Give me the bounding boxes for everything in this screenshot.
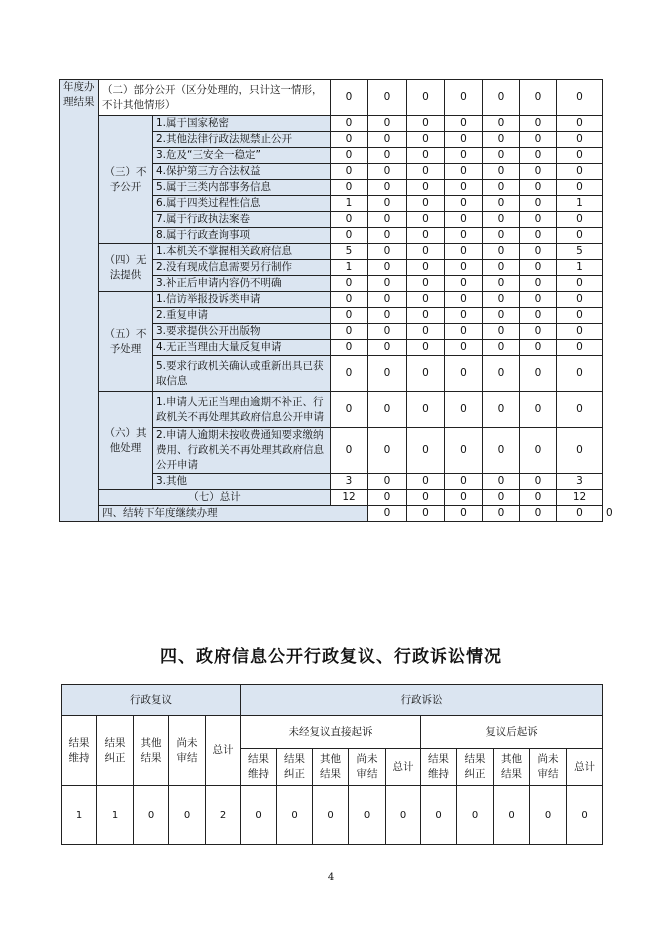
- value-cell: 0: [483, 180, 520, 196]
- review-col-header: 其他结果: [134, 716, 169, 786]
- value-cell: 0: [557, 212, 603, 228]
- value-cell: 0: [331, 228, 368, 244]
- row-label: 3.危及“三安全一稳定”: [153, 148, 331, 164]
- value-cell: 0: [520, 196, 557, 212]
- value-cell: 0: [407, 148, 445, 164]
- value-cell: 0: [368, 148, 407, 164]
- value-cell: 0: [520, 292, 557, 308]
- value-cell: 0: [520, 132, 557, 148]
- value-cell: 0: [483, 292, 520, 308]
- value-cell: 0: [520, 228, 557, 244]
- value-cell: 0: [368, 292, 407, 308]
- value-cell: 0: [520, 506, 557, 522]
- value-cell: 0: [483, 392, 520, 428]
- lit-col-header: 结果纠正: [457, 749, 494, 786]
- value-cell: 0: [407, 276, 445, 292]
- header-administrative-litigation: 行政诉讼: [241, 685, 603, 716]
- row-label: 1.本机关不掌握相关政府信息: [153, 244, 331, 260]
- group-not-disclosed-label: （三）不予公开: [99, 116, 153, 244]
- value-cell: 0: [445, 490, 483, 506]
- value-cell: 0: [277, 786, 313, 845]
- lit-col-header: 总计: [567, 749, 603, 786]
- value-cell: 0: [520, 164, 557, 180]
- review-col-header: 结果维持: [62, 716, 97, 786]
- value-cell: 0: [407, 132, 445, 148]
- value-cell: 0: [445, 244, 483, 260]
- value-cell: 0: [483, 428, 520, 474]
- value-cell: 0: [368, 180, 407, 196]
- value-cell: 0: [407, 506, 445, 522]
- value-cell: 1: [62, 786, 97, 845]
- header-after-review-litigation: 复议后起诉: [421, 716, 603, 749]
- value-cell: 0: [407, 80, 445, 116]
- row-label: 1.信访举报投诉类申请: [153, 292, 331, 308]
- value-cell: 0: [483, 340, 520, 356]
- value-cell: 0: [520, 180, 557, 196]
- value-cell: 0: [520, 276, 557, 292]
- value-cell: 0: [557, 116, 603, 132]
- row-label-carry-over: 四、结转下年度继续办理: [99, 506, 368, 522]
- value-cell: 0: [368, 428, 407, 474]
- value-cell: 0: [407, 260, 445, 276]
- value-cell: 0: [483, 212, 520, 228]
- value-cell: 0: [557, 164, 603, 180]
- value-cell: 0: [483, 490, 520, 506]
- value-cell: 0: [331, 180, 368, 196]
- value-cell: 0: [331, 212, 368, 228]
- row-label: 4.无正当理由大量反复申请: [153, 340, 331, 356]
- value-cell: 3: [331, 474, 368, 490]
- row-label-total: （七）总计: [99, 490, 331, 506]
- value-cell: 1: [557, 196, 603, 212]
- review-col-header: 总计: [206, 716, 241, 786]
- value-cell: 0: [407, 212, 445, 228]
- value-cell: 0: [445, 212, 483, 228]
- value-cell: 0: [557, 228, 603, 244]
- value-cell: 0: [331, 80, 368, 116]
- value-cell: 0: [557, 324, 603, 340]
- row-label-partial-disclosure: （二）部分公开（区分处理的，只计这一情形，不计其他情形）: [99, 80, 331, 116]
- value-cell: 0: [331, 392, 368, 428]
- row-label: 3.要求提供公开出版物: [153, 324, 331, 340]
- row-label: 6.属于四类过程性信息: [153, 196, 331, 212]
- value-cell: 0: [368, 276, 407, 292]
- review-col-header: 结果纠正: [97, 716, 134, 786]
- lit-col-header: 结果维持: [241, 749, 277, 786]
- value-cell: 0: [407, 428, 445, 474]
- row-label: 3.补正后申请内容仍不明确: [153, 276, 331, 292]
- value-cell: 0: [483, 308, 520, 324]
- value-cell: 0: [520, 260, 557, 276]
- value-cell: 0: [483, 324, 520, 340]
- value-cell: 0: [483, 228, 520, 244]
- value-cell: 0: [445, 180, 483, 196]
- value-cell: 0: [445, 506, 483, 522]
- value-cell: 0: [331, 324, 368, 340]
- lit-col-header: 其他结果: [494, 749, 530, 786]
- value-cell: 0: [530, 786, 567, 845]
- value-cell: 0: [368, 116, 407, 132]
- value-cell: 0: [445, 474, 483, 490]
- value-cell: 0: [407, 474, 445, 490]
- value-cell: 0: [520, 356, 557, 392]
- value-cell: 0: [407, 164, 445, 180]
- value-cell: 0: [557, 356, 603, 392]
- value-cell: 0: [557, 340, 603, 356]
- application-results-table: 年度办理结果 （二）部分公开（区分处理的，只计这一情形，不计其他情形） 0 0 0 0 0 0 0 （三）不予公开 1.属于国家秘密 0 0 0 0 0 0 0 2.其他法律行政法规禁止公开 0 0 0 0 0 0 0 3.危及“三安全一稳定” 0 0 0 0 0 0 0 4.保护第三方合法权益 0 0 0 0 0 0 0 5.属于三类内部事务信息 0 0 0 0 0 0 0 6.属于四类过程性信息 1 0 0 0 0 0 1 7.属于行政执法案卷 0 0 0 0 0 0 0 8.属于行政查询事项 0 0 0 0 0 0 0 （四）无法提供 1.本机关不掌握相关政府信息 5 0 0 0 0 0 5 2.没有现成信息需要另行制作 1 0 0 0 0 0 1 3.补正后申请内容仍不明确 0 0 0 0 0 0 0 （五）不予处理 1.信访举报投诉类申请 0 0 0 0 0 0 0 2.重复申请 0 0 0 0 0 0 0 3.要求提供公开出版物 0 0 0 0 0 0 0 4.无正当理由大量反复申请 0 0 0 0 0 0 0 5.要求行政机关确认或重新出具已获取信息 0 0 0 0 0 0 0 （六）其他处理 1.申请人无正当理由逾期不补正、行政机关不再处理其政府信息公开申请 0 0 0 0 0 0 0 2.申请人逾期未按收费通知要求缴纳费用、行政机关不再处理其政府信息公开申请 0 0 0 0 0 0 0 3.其他 3 0 0 0 0 0 3 （七）总计 12 0 0 0 0 0 12 四、结转下年度继续办理 0 0 0 0 0 0 0: [59, 79, 603, 522]
- section-title: 四、政府信息公开行政复议、行政诉讼情况: [160, 647, 502, 667]
- value-cell: 2: [206, 786, 241, 845]
- value-cell: 0: [557, 132, 603, 148]
- lit-col-header: 尚未审结: [349, 749, 386, 786]
- value-cell: 0: [445, 228, 483, 244]
- value-cell: 0: [331, 340, 368, 356]
- value-cell: 0: [483, 260, 520, 276]
- value-cell: 0: [557, 80, 603, 116]
- value-cell: 0: [368, 474, 407, 490]
- value-cell: 0: [520, 212, 557, 228]
- value-cell: 0: [407, 244, 445, 260]
- value-cell: 0: [445, 196, 483, 212]
- value-cell: 0: [557, 392, 603, 428]
- value-cell: 0: [331, 148, 368, 164]
- value-cell: 0: [331, 132, 368, 148]
- value-cell: 0: [445, 116, 483, 132]
- value-cell: 0: [407, 340, 445, 356]
- row-label: 5.要求行政机关确认或重新出具已获取信息: [153, 356, 331, 392]
- value-cell: 0: [407, 308, 445, 324]
- value-cell: 0: [407, 392, 445, 428]
- value-cell: 0: [567, 786, 603, 845]
- value-cell: 0: [483, 164, 520, 180]
- value-cell: 0: [407, 292, 445, 308]
- value-cell: 0: [331, 164, 368, 180]
- value-cell: 0: [368, 228, 407, 244]
- lit-col-header: 其他结果: [313, 749, 349, 786]
- value-cell: 0: [557, 180, 603, 196]
- lit-col-header: 结果纠正: [277, 749, 313, 786]
- value-cell: 0: [407, 356, 445, 392]
- value-cell: 0: [445, 260, 483, 276]
- value-cell: 12: [557, 490, 603, 506]
- value-cell: 0: [407, 180, 445, 196]
- value-cell: 0: [483, 148, 520, 164]
- value-cell: 0: [445, 292, 483, 308]
- row-label: 2.重复申请: [153, 308, 331, 324]
- value-cell: 0: [445, 148, 483, 164]
- row-label: 2.其他法律行政法规禁止公开: [153, 132, 331, 148]
- value-cell: 0: [368, 308, 407, 324]
- value-cell: 0: [557, 428, 603, 474]
- value-cell: 0: [349, 786, 386, 845]
- value-cell: 0: [457, 786, 494, 845]
- page-number: 4: [327, 872, 335, 883]
- value-cell: 0: [445, 80, 483, 116]
- value-cell: 0: [520, 340, 557, 356]
- value-cell: 0: [134, 786, 169, 845]
- value-cell: 0: [368, 132, 407, 148]
- value-cell: 0: [520, 392, 557, 428]
- value-cell: 0: [368, 260, 407, 276]
- value-cell: 0: [407, 490, 445, 506]
- value-cell: 0: [445, 428, 483, 474]
- group-other-handling-label: （六）其他处理: [99, 392, 153, 490]
- value-cell: 0: [368, 212, 407, 228]
- value-cell: 3: [557, 474, 603, 490]
- value-cell: 0: [331, 276, 368, 292]
- value-cell: 0: [520, 308, 557, 324]
- value-cell: 5: [331, 244, 368, 260]
- value-cell: 0: [557, 308, 603, 324]
- row-label: 4.保护第三方合法权益: [153, 164, 331, 180]
- value-cell: 0: [368, 340, 407, 356]
- value-cell: 0: [520, 244, 557, 260]
- value-cell: 0: [483, 132, 520, 148]
- value-cell: 0: [368, 506, 407, 522]
- value-cell: 0: [520, 428, 557, 474]
- value-cell: 0: [483, 474, 520, 490]
- lit-col-header: 总计: [386, 749, 421, 786]
- value-cell: 5: [557, 244, 603, 260]
- group-cannot-provide-label: （四）无法提供: [99, 244, 153, 292]
- row-label: 5.属于三类内部事务信息: [153, 180, 331, 196]
- value-cell: 1: [97, 786, 134, 845]
- row-label: 2.没有现成信息需要另行制作: [153, 260, 331, 276]
- value-cell: 0: [445, 308, 483, 324]
- value-cell: 0: [331, 428, 368, 474]
- group-not-processed-label: （五）不予处理: [99, 292, 153, 392]
- value-cell: 0: [483, 244, 520, 260]
- value-cell: 1: [331, 196, 368, 212]
- value-cell: 0: [368, 324, 407, 340]
- value-cell: 0: [368, 392, 407, 428]
- value-cell: 0: [557, 276, 603, 292]
- value-cell: 0: [313, 786, 349, 845]
- value-cell: 0: [445, 164, 483, 180]
- value-cell: 0: [520, 474, 557, 490]
- value-cell: 0: [421, 786, 457, 845]
- value-cell: 1: [331, 260, 368, 276]
- value-cell: 0: [407, 324, 445, 340]
- lit-col-header: 尚未审结: [530, 749, 567, 786]
- value-cell: 0: [331, 308, 368, 324]
- value-cell: 0: [520, 80, 557, 116]
- value-cell: 0: [368, 80, 407, 116]
- value-cell: 0: [494, 786, 530, 845]
- value-cell: 0: [368, 164, 407, 180]
- value-cell: 0: [445, 392, 483, 428]
- value-cell: 0: [483, 506, 520, 522]
- value-cell: 0: [368, 490, 407, 506]
- row-label: 7.属于行政执法案卷: [153, 212, 331, 228]
- value-cell: 0: [557, 506, 603, 522]
- row-label: 1.属于国家秘密: [153, 116, 331, 132]
- lit-col-header: 结果维持: [421, 749, 457, 786]
- value-cell: 0: [483, 356, 520, 392]
- value-cell: 0: [483, 80, 520, 116]
- review-litigation-table: [61, 684, 603, 845]
- value-cell: 0: [520, 490, 557, 506]
- value-cell: 0: [520, 324, 557, 340]
- value-cell: 0: [445, 356, 483, 392]
- value-cell: 0: [520, 148, 557, 164]
- value-cell: 0: [368, 196, 407, 212]
- header-direct-litigation: 未经复议直接起诉: [241, 716, 421, 749]
- value-cell: 0: [557, 292, 603, 308]
- value-cell: 0: [241, 786, 277, 845]
- value-cell: 0: [368, 244, 407, 260]
- value-cell: 1: [557, 260, 603, 276]
- row-label: 1.申请人无正当理由逾期不补正、行政机关不再处理其政府信息公开申请: [153, 392, 331, 428]
- value-cell: 0: [483, 196, 520, 212]
- value-cell: 0: [445, 324, 483, 340]
- value-cell: 0: [445, 132, 483, 148]
- value-cell: 0: [407, 196, 445, 212]
- review-col-header: 尚未审结: [169, 716, 206, 786]
- value-cell: 0: [520, 116, 557, 132]
- value-cell: 0: [169, 786, 206, 845]
- header-administrative-review: 行政复议: [62, 685, 241, 716]
- row-label: 3.其他: [153, 474, 331, 490]
- row-label: 8.属于行政查询事项: [153, 228, 331, 244]
- value-cell: 0: [483, 116, 520, 132]
- value-cell: 0: [557, 148, 603, 164]
- value-cell: 12: [331, 490, 368, 506]
- value-cell: 0: [331, 356, 368, 392]
- value-cell: 0: [445, 340, 483, 356]
- row-label: 2.申请人逾期未按收费通知要求缴纳费用、行政机关不再处理其政府信息公开申请: [153, 428, 331, 474]
- value-cell: 0: [483, 276, 520, 292]
- value-cell: 0: [407, 116, 445, 132]
- value-cell: 0: [368, 356, 407, 392]
- value-cell: 0: [407, 228, 445, 244]
- value-cell: 0: [445, 276, 483, 292]
- outer-row-label: 年度办理结果: [60, 80, 99, 522]
- value-cell: 0: [331, 292, 368, 308]
- value-cell: 0: [386, 786, 421, 845]
- value-cell: 0: [331, 116, 368, 132]
